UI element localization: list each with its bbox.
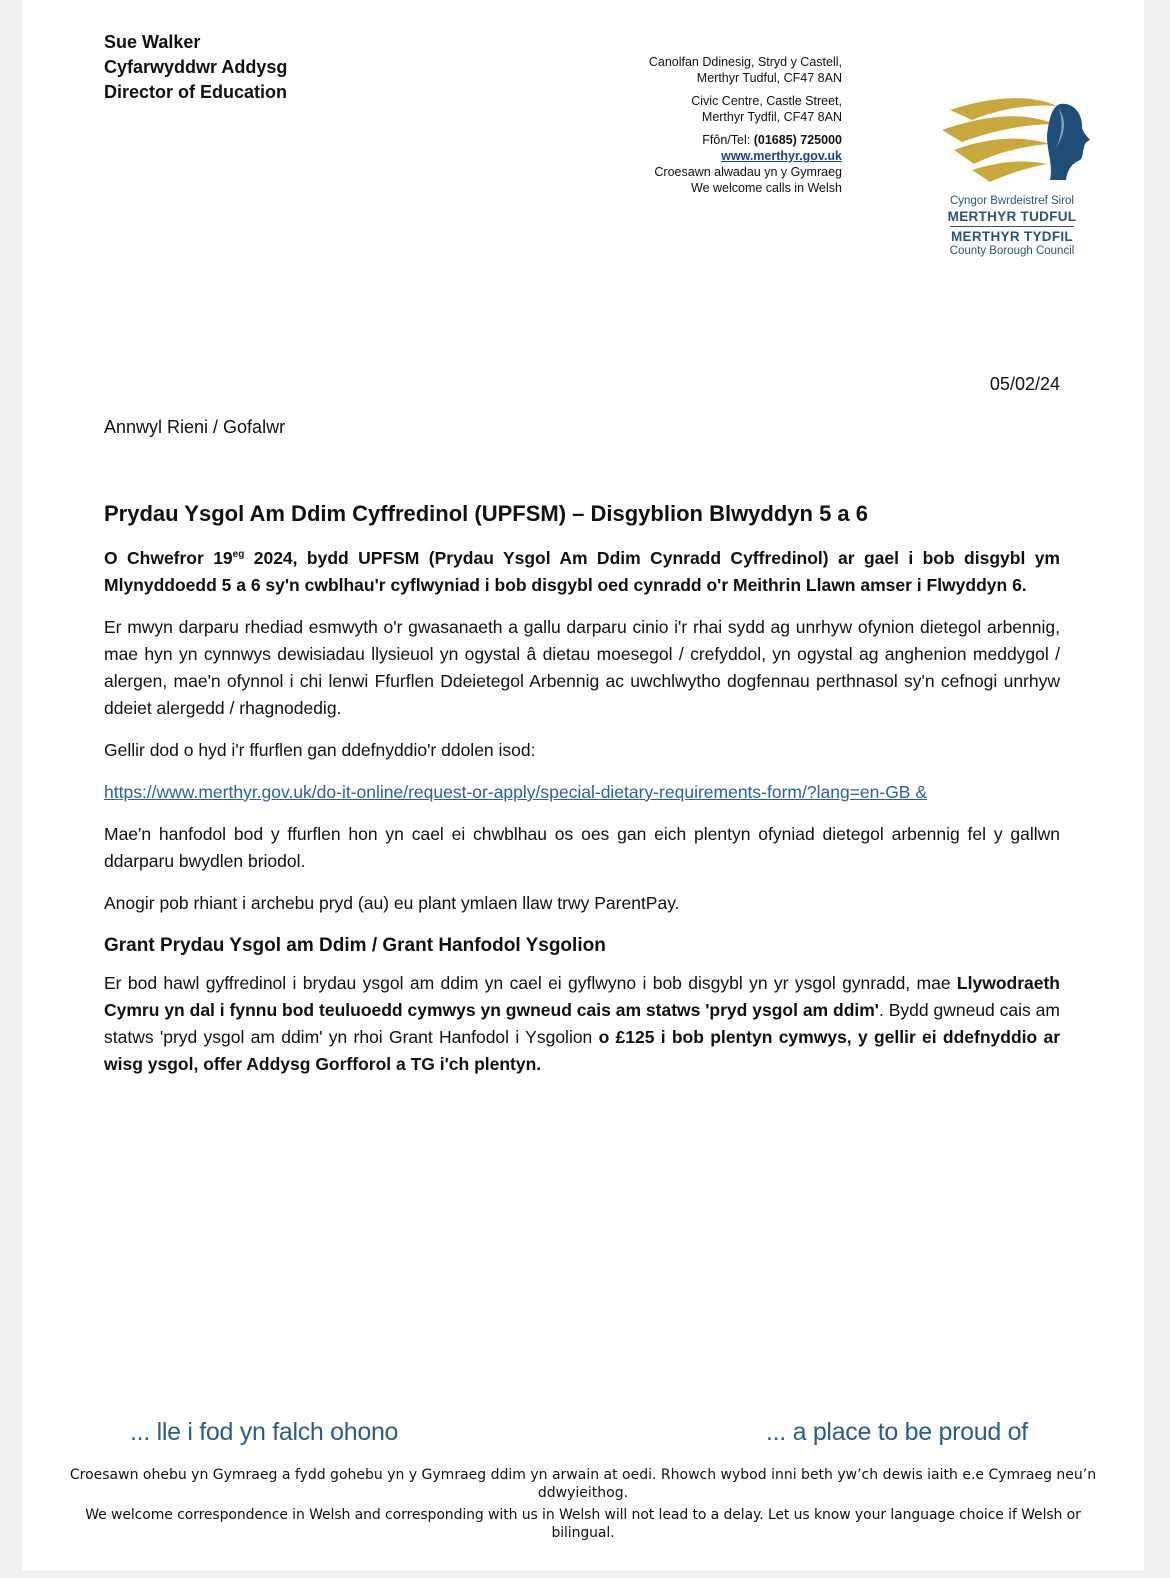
dietary-form-link[interactable]: https://www.merthyr.gov.uk/do-it-online/request-or-apply/special-dietary-requirements-form/?lang=en-GB & <box>104 782 928 802</box>
footer-english: We welcome correspondence in Welsh and corresponding with us in Welsh will not lead to a delay. Let us know your language choice if Welsh or bilingual. <box>85 1507 1081 1541</box>
phone-label: Ffôn/Tel: <box>702 133 754 147</box>
grant-text-2: Llywodraeth Cymru yn dal i fynnu bod teuluoedd cymwys yn gwneud cais am statws 'pryd ysgol am ddim' <box>104 973 1060 1020</box>
logo-text <box>932 194 1092 259</box>
address-english-line2: Merthyr Tydfil, CF47 8AN <box>701 110 842 124</box>
sender-title-english: Director of Education <box>104 82 288 102</box>
footer-welsh: Croesawn ohebu yn Gymraeg a fydd gohebu yn y Gymraeg ddim yn arwain at oedi. Rhowch wybod inni beth yw’ch dewis iaith e.e Cymraeg neu’n ddwyieithog. <box>69 1467 1097 1501</box>
logo-line1: Cyngor Bwrdeistref Sirol <box>950 195 1074 207</box>
sender-block <box>104 30 287 105</box>
address-block <box>582 54 842 196</box>
slogan-english: ... a place to be proud of <box>766 1418 1028 1446</box>
letter-body <box>104 497 1060 1093</box>
paragraph-form-intro: Gellir dod o hyd i'r ffurflen gan ddefnyddio'r ddolen isod: <box>104 740 536 760</box>
intro-paragraph <box>104 545 1060 599</box>
paragraph-essential: Mae'n hanfodol bod y ffurflen hon yn cael ei chwblhau os oes gan eich plentyn ofyniad dietegol arbennig fel y gallwn ddarparu bwydlen briodol. <box>104 824 1060 871</box>
welsh-calls-welsh: Croesawn alwadau yn y Gymraeg <box>654 165 842 179</box>
grant-text-1: Er bod hawl gyffredinol i brydau ysgol am ddim yn cael ei gyflwyno i bob disgybl yn yr ysgol gynradd, mae <box>104 973 957 993</box>
letter-page <box>22 0 1144 1570</box>
paragraph-dietary: Er mwyn darparu rhediad esmwyth o'r gwasanaeth a gallu darparu cinio i'r rhai sydd ag unrhyw ofynion dietegol arbennig, mae hyn yn cynnwys dewisiadau llysieuol yn ogystal â dietau moesegol / crefyddol, yn ogystal ag anghenion meddygol / alergen, mae'n ofynnol i chi lenwi Ffurflen Ddeietegol Arbennig ac uwchlwytho dogfennau perthnasol sy'n cefnogi unrhyw ddeiet alergedd / rhagnodedig. <box>104 617 1060 718</box>
paragraph-grant <box>104 970 1060 1078</box>
form-link-paragraph <box>104 779 1060 806</box>
address-welsh-line2: Merthyr Tudful, CF47 8AN <box>696 71 842 85</box>
paragraph-parentpay: Anogir pob rhiant i archebu pryd (au) eu plant ymlaen llaw trwy ParentPay. <box>104 893 680 913</box>
phone-line <box>582 132 842 148</box>
logo-line2: MERTHYR TUDFUL <box>947 209 1077 224</box>
welsh-calls-english: We welcome calls in Welsh <box>691 181 842 195</box>
website-link[interactable]: www.merthyr.gov.uk <box>721 149 842 163</box>
logo-line4: County Borough Council <box>949 245 1075 257</box>
slogan-welsh: ... lle i fod yn falch ohono <box>130 1418 399 1446</box>
grant-text-4: o £125 i bob plentyn cymwys, y gellir ei ddefnyddio ar wisg ysgol, offer Addysg Gorfforol a TG i'ch plentyn. <box>104 1027 1060 1074</box>
address-welsh-line1: Canolfan Ddinesig, Stryd y Castell, <box>648 55 842 69</box>
greeting: Annwyl Rieni / Gofalwr <box>104 417 286 437</box>
council-logo <box>932 92 1102 267</box>
sender-title-welsh: Cyfarwyddwr Addysg <box>104 57 288 77</box>
phone-number: (01685) 725000 <box>753 133 842 147</box>
grant-text-3: . Bydd gwneud cais am statws 'pryd ysgol am ddim' yn rhoi Grant Hanfodol i Ysgolion <box>104 1000 1060 1047</box>
intro-text-start: O Chwefror 19 <box>104 548 233 568</box>
intro-superscript: eg <box>232 549 245 561</box>
letter-heading: Prydau Ysgol Am Ddim Cyffredinol (UPFSM) – Disgyblion Blwyddyn 5 a 6 <box>104 501 869 526</box>
sender-name: Sue Walker <box>104 32 201 52</box>
council-emblem-icon <box>932 92 1102 192</box>
intro-text-end: 2024, bydd UPFSM (Prydau Ysgol Am Ddim Cynradd Cyffredinol) ar gael i bob disgybl ym Mlynyddoedd 5 a 6 sy'n cwblhau'r cyflwyniad i bob disgybl oed cynradd o'r Meithrin Llawn amser i Flwyddyn 6. <box>104 548 1060 595</box>
letter-date: 05/02/24 <box>989 374 1060 394</box>
address-english-line1: Civic Centre, Castle Street, <box>691 94 842 108</box>
logo-line3: MERTHYR TYDFIL <box>951 229 1073 244</box>
grant-subheading: Grant Prydau Ysgol am Ddim / Grant Hanfodol Ysgolion <box>104 935 606 956</box>
